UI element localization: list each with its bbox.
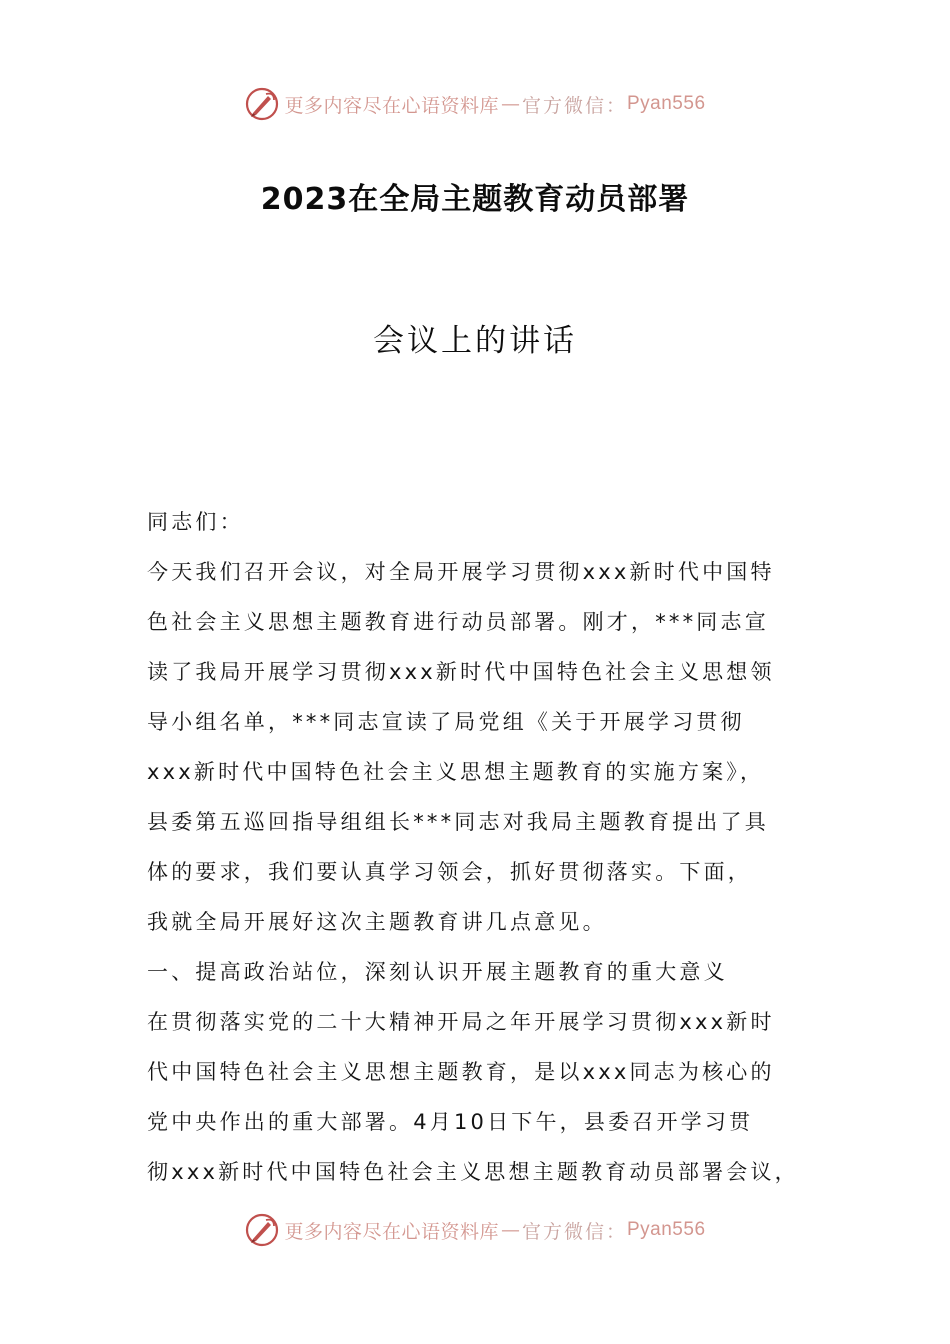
watermark-wechat-id: Pyan556 <box>627 93 706 114</box>
watermark-dash: — <box>500 93 520 115</box>
paragraph-section-1 <box>147 997 817 1197</box>
text-line: 读了我局开展学习贯彻xxx新时代中国特色社会主义思想领 <box>147 660 775 684</box>
watermark-wechat-id: Pyan556 <box>627 1219 706 1240</box>
pen-logo-icon <box>244 1212 280 1248</box>
watermark-wechat-label: 官方微信： <box>521 94 627 117</box>
watermark-footer <box>0 1210 950 1250</box>
text-line: 色社会主义思想主题教育进行动员部署。刚才，***同志宣 <box>147 610 769 634</box>
document-title-line2: 会议上的讲话 <box>373 323 577 359</box>
text-line: xxx新时代中国特色社会主义思想主题教育的实施方案》， <box>147 760 765 784</box>
text-line: 今天我们召开会议，对全局开展学习贯彻xxx新时代中国特 <box>147 560 775 584</box>
text-line: 我就全局开展好这次主题教育讲几点意见。 <box>147 910 607 934</box>
text-line: 体的要求，我们要认真学习领会，抓好贯彻落实。下面， <box>147 860 752 884</box>
text-line: 党中央作出的重大部署。4月10日下午，县委召开学习贯 <box>147 1110 754 1134</box>
pen-logo-icon <box>244 86 280 122</box>
watermark-dash: — <box>500 1219 520 1241</box>
text-line: 导小组名单，***同志宣读了局党组《关于开展学习贯彻 <box>147 710 745 734</box>
watermark-header <box>0 84 950 124</box>
watermark-wechat-label: 官方微信： <box>521 1220 627 1243</box>
document-body <box>147 497 817 1197</box>
watermark-main-text: 更多内容尽在心语资料库 <box>284 1220 499 1243</box>
text-line: 县委第五巡回指导组组长***同志对我局主题教育提出了具 <box>147 810 769 834</box>
text-line: 代中国特色社会主义思想主题教育，是以xxx同志为核心的 <box>147 1060 775 1084</box>
document-title-line1: 2023在全局主题教育动员部署 <box>260 182 690 217</box>
text-line: 彻xxx新时代中国特色社会主义思想主题教育动员部署会议， <box>147 1160 799 1184</box>
paragraph-intro <box>147 547 817 947</box>
section-heading-1: 一、提高政治站位，深刻认识开展主题教育的重大意义 <box>147 960 728 984</box>
text-line: 在贯彻落实党的二十大精神开局之年开展学习贯彻xxx新时 <box>147 1010 775 1034</box>
watermark-main-text: 更多内容尽在心语资料库 <box>284 94 499 117</box>
greeting: 同志们： <box>147 510 244 534</box>
